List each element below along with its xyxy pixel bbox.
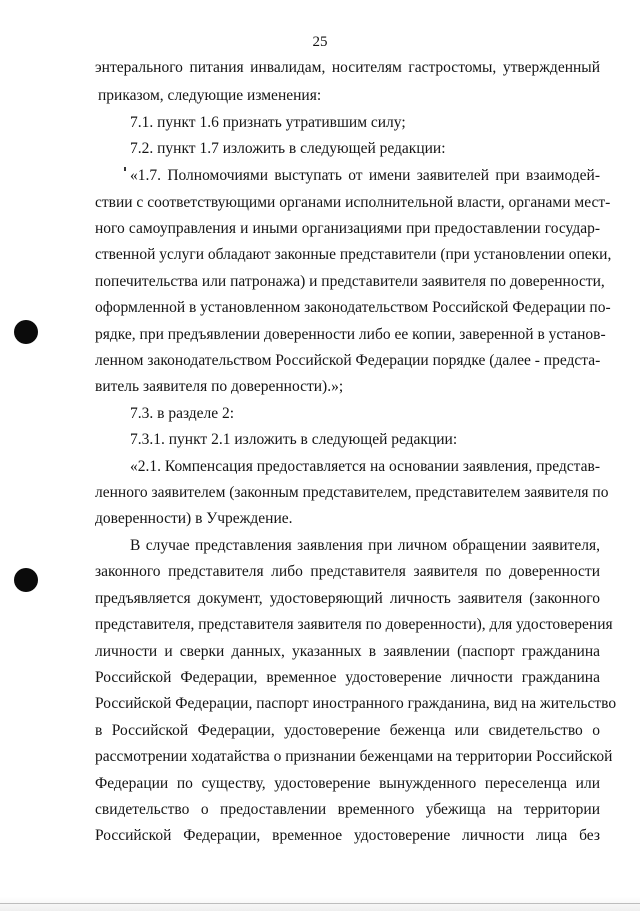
text-line: Российской Федерации, временное удостоверение личности гражданина	[95, 669, 600, 686]
text-line: в Российской Федерации, удостоверение беженца или свидетельство о	[95, 722, 600, 739]
punch-hole-upper	[14, 320, 38, 344]
text-line: ного самоуправления и иными организациями при предоставлении государ-	[95, 220, 600, 237]
text-line: 7.2. пункт 1.7 изложить в следующей редакции:	[130, 140, 446, 157]
text-line: В случае представления заявления при личном обращении заявителя,	[130, 537, 600, 554]
text-line: «1.7. Полномочиями выступать от имени заявителей при взаимодей-	[130, 167, 600, 184]
text-line: «2.1. Компенсация предоставляется на основании заявления, представ-	[130, 458, 600, 475]
text-line: энтерального питания инвалидам, носителям гастростомы, утвержденный	[95, 59, 600, 76]
text-line: ственной услуги обладают законные представители (при установлении опеки,	[95, 246, 612, 263]
text-line: ленного заявителем (законным представителем, представителем заявителя по	[95, 484, 609, 501]
text-line: предъявляется документ, удостоверяющий личность заявителя (законного	[95, 590, 600, 607]
scan-mark	[124, 167, 126, 171]
scan-bottom-line	[0, 903, 640, 904]
text-line: представителя, представителя заявителя по доверенности), для удостоверения	[95, 616, 613, 633]
text-line: рассмотрении ходатайства о признании беженцами на территории Российской	[95, 748, 613, 765]
text-line: Российской Федерации, паспорт иностранного гражданина, вид на жительство	[95, 695, 617, 712]
text-line: 7.3. в разделе 2:	[130, 405, 235, 422]
text-line: свидетельство о предоставлении временного убежища на территории	[95, 801, 600, 818]
text-line: 7.1. пункт 1.6 признать утратившим силу;	[130, 114, 406, 131]
text-line: попечительства или патронажа) и представители заявителя по доверенности,	[95, 273, 605, 290]
text-line: ствии с соответствующими органами исполнительной власти, органами мест-	[95, 194, 611, 211]
text-line: личности и сверки данных, указанных в заявлении (паспорт гражданина	[95, 643, 600, 660]
text-line: приказом, следующие изменения:	[98, 87, 322, 104]
text-line: 7.3.1. пункт 2.1 изложить в следующей редакции:	[130, 431, 458, 448]
text-line: доверенности) в Учреждение.	[95, 510, 293, 527]
text-line: ленном законодательством Российской Федерации порядке (далее - предста-	[95, 352, 601, 369]
text-line: Федерации по существу, удостоверение вынужденного переселенца или	[95, 775, 600, 792]
text-line: законного представителя либо представителя заявителя по доверенности	[95, 563, 600, 580]
text-line: Российской Федерации, временное удостоверение личности лица без	[95, 827, 600, 844]
text-line: оформленной в установленном законодательством Российской Федерации по-	[95, 299, 611, 316]
text-line: витель заявителя по доверенности).»;	[95, 378, 344, 395]
text-line: рядке, при предъявлении доверенности либо ее копии, заверенной в установ-	[95, 326, 606, 343]
scan-bottom-edge	[0, 897, 640, 911]
punch-hole-lower	[14, 568, 38, 592]
page-number: 25	[312, 34, 328, 50]
